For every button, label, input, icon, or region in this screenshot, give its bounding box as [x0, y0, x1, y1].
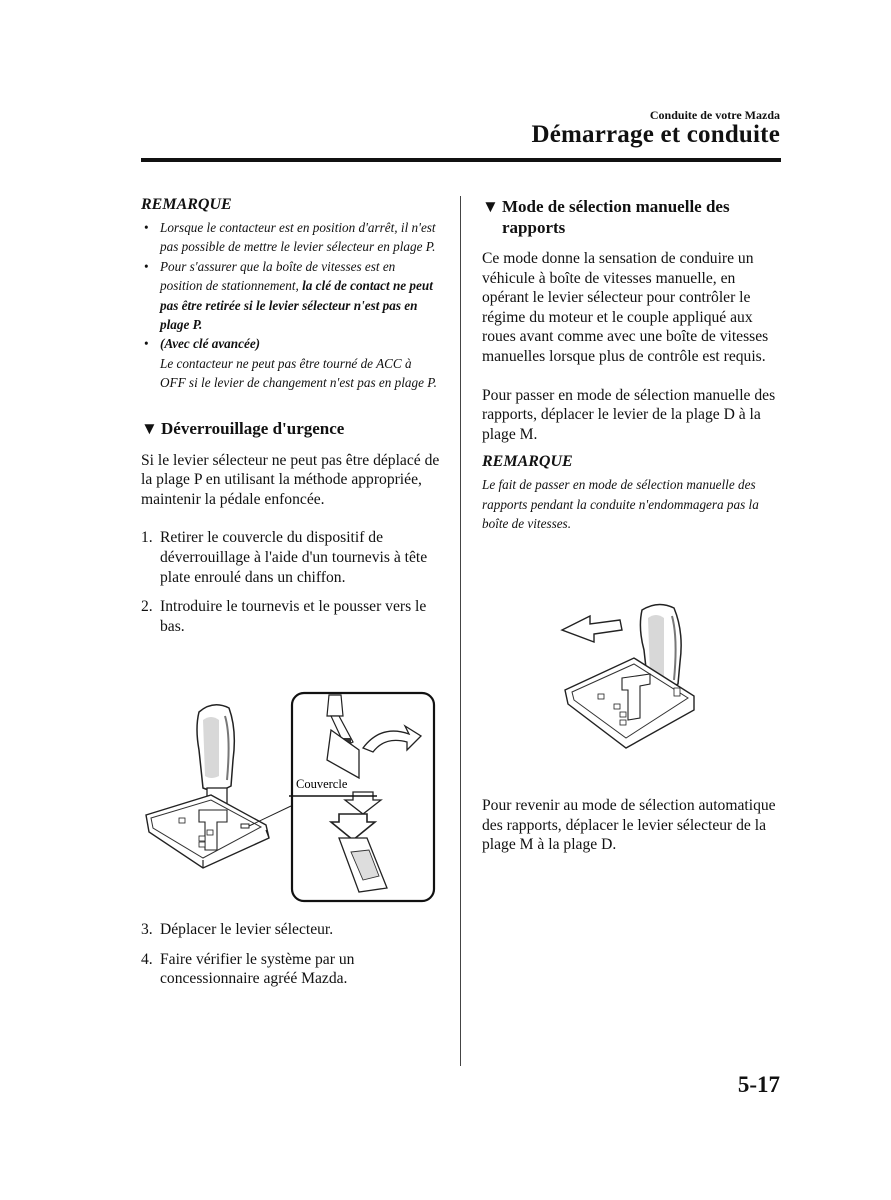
triangle-down-icon: ▼ [141, 418, 158, 438]
note-text: Le fait de passer en mode de sélection manuelle des rapports pendant la conduite n'endommagera pas la boîte de vitesses. [482, 477, 759, 532]
step-item [141, 528, 440, 587]
right-column-lower [482, 796, 781, 855]
bullet-icon: • [144, 258, 149, 274]
cover-label: Couvercle [296, 777, 348, 791]
section-heading-manual [482, 196, 781, 238]
column-divider [460, 196, 461, 1066]
step-item [141, 920, 440, 940]
left-column [141, 196, 440, 636]
paragraph: Pour passer en mode de sélection manuelle des rapports, déplacer le levier de la plage D à la plage M. [482, 386, 776, 443]
note-title: REMARQUE [141, 196, 232, 213]
note-item [141, 334, 440, 392]
section-intro: Si le levier sélecteur ne peut pas être déplacé de la plage P en utilisant la méthode appropriée, maintenir la pédale enfoncée. [141, 451, 440, 508]
step-number: 2. [141, 598, 153, 616]
triangle-down-icon: ▼ [482, 197, 499, 216]
note-title: REMARQUE [482, 453, 573, 471]
step-item [141, 950, 440, 989]
paragraph: Ce mode donne la sensation de conduire un véhicule à boîte de vitesses manuelle, en opérant le levier sélecteur pour contrôler le régime du moteur et le couple appliqué aux roues avant comme avec une boîte de vitesses manuelles lorsque plus de contrôle est requis. [482, 250, 769, 365]
note-text: Le contacteur ne peut pas être tourné de ACC à OFF si le levier de changement n'est pas en plage P. [160, 355, 437, 391]
page-title: Démarrage et conduite [531, 121, 780, 148]
step-number: 1. [141, 529, 153, 547]
note-list [141, 218, 440, 393]
note-text: Lorsque le contacteur est en position d'arrêt, il n'est pas possible de mettre le levier sélecteur en plage P. [160, 220, 436, 255]
bullet-icon: • [144, 336, 149, 352]
paragraph: Pour revenir au mode de sélection automatique des rapports, déplacer le levier sélecteur de la plage M à la plage D. [482, 797, 776, 854]
note-item [141, 257, 440, 335]
note-bold-text: la clé de contact ne peut pas être retirée si le levier sélecteur n'est pas en plage P. [160, 278, 433, 333]
gear-lever-illustration [146, 705, 291, 868]
step-text: Faire vérifier le système par un concessionnaire agréé Mazda. [160, 950, 355, 988]
note-text: Pour s'assurer que la boîte de vitesses est en position de stationnement, [160, 258, 396, 294]
chapter-label: Conduite de votre Mazda [649, 108, 780, 122]
right-column [482, 196, 781, 534]
section-heading-emergency [141, 418, 440, 439]
step-text: Retirer le couvercle du dispositif de déverrouillage à l'aide d'un tournevis à tête plate enroulé dans un chiffon. [160, 529, 428, 586]
step-text: Introduire le tournevis et le pousser vers le bas. [160, 598, 427, 635]
bullet-icon: • [144, 220, 149, 235]
manual-mode-figure [560, 600, 700, 760]
section-title: Mode de sélection manuelle des rapports [502, 197, 730, 237]
step-item [141, 597, 440, 636]
section-title: Déverrouillage d'urgence [161, 418, 345, 438]
step-text: Déplacer le levier sélecteur. [160, 921, 334, 938]
emergency-release-figure [141, 690, 441, 905]
release-detail-box [289, 693, 434, 901]
header-rule [141, 158, 781, 162]
page-number: 5-17 [737, 1072, 780, 1097]
note-bold-lead: (Avec clé avancée) [160, 336, 261, 352]
left-column-lower [141, 920, 440, 989]
step-number: 3. [141, 921, 153, 938]
step-number: 4. [141, 950, 153, 968]
note-item [141, 218, 440, 257]
